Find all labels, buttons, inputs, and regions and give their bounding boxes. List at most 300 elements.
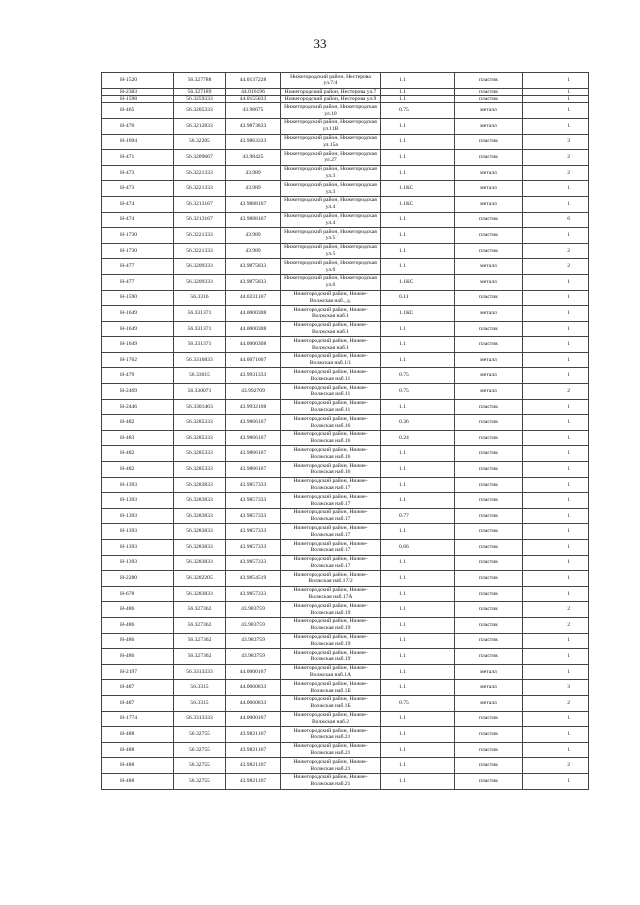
- latitude-cell: 56.3283833: [174, 508, 226, 524]
- count-cell: 1: [523, 337, 589, 353]
- volume-cell: 1.1: [381, 150, 455, 166]
- longitude-cell: 44.0155833: [226, 95, 281, 102]
- latitude-cell: 56.32205: [174, 134, 226, 150]
- count-cell: 1: [523, 290, 589, 306]
- volume-cell: 1.1: [381, 477, 455, 493]
- longitude-cell: 44.0000308: [226, 321, 281, 337]
- longitude-cell: 43.9932108: [226, 399, 281, 415]
- address-cell: Нижегородский район, Нижегородская ул.4: [281, 196, 381, 212]
- container-code: Н-1730: [102, 243, 174, 259]
- address-cell: Нижегородский район, Нижне-Волжская наб.21: [281, 742, 381, 758]
- longitude-cell: 44.0000308: [226, 337, 281, 353]
- address-cell: Нижегородский район, Нижегородская ул.3: [281, 165, 381, 181]
- latitude-cell: 56.3212833: [174, 118, 226, 134]
- address-cell: Нижегородский район, Нижне-Волжская наб.11: [281, 384, 381, 400]
- address-cell: Нижегородский район, Нижне-Волжская наб.19: [281, 617, 381, 633]
- address-cell: Нижегородский район, Нижне-Волжская наб.17: [281, 508, 381, 524]
- container-code: Н-479: [102, 368, 174, 384]
- latitude-cell: 56.3316: [174, 290, 226, 306]
- container-code: Н-486: [102, 602, 174, 618]
- table-row: [102, 415, 589, 431]
- latitude-cell: 56.3221333: [174, 181, 226, 197]
- count-cell: 1: [523, 555, 589, 571]
- count-cell: 1: [523, 321, 589, 337]
- volume-cell: 1.1: [381, 524, 455, 540]
- longitude-cell: 43.9821167: [226, 758, 281, 774]
- volume-cell: 1.1: [381, 228, 455, 244]
- table-row: [102, 368, 589, 384]
- table-row: [102, 633, 589, 649]
- table-row: [102, 617, 589, 633]
- longitude-cell: 43.9857333: [226, 555, 281, 571]
- container-code: Н-2446: [102, 399, 174, 415]
- count-cell: 1: [523, 306, 589, 322]
- container-code: Н-1393: [102, 540, 174, 556]
- volume-cell: 1.1: [381, 399, 455, 415]
- container-code: Н-2280: [102, 571, 174, 587]
- count-cell: 1: [523, 88, 589, 95]
- volume-cell: 1.1КС: [381, 306, 455, 322]
- address-cell: Нижегородский район, Нижне-Волжская наб.17/2: [281, 571, 381, 587]
- volume-cell: 1.1: [381, 664, 455, 680]
- latitude-cell: 56.331371: [174, 306, 226, 322]
- address-cell: Нижегородский район, Нижне-Волжская наб.1Б: [281, 695, 381, 711]
- count-cell: 1: [523, 118, 589, 134]
- material-cell: пластик: [455, 228, 523, 244]
- volume-cell: 1.1: [381, 212, 455, 228]
- longitude-cell: 43.983759: [226, 649, 281, 665]
- latitude-cell: 56.32755: [174, 758, 226, 774]
- container-code: Н-488: [102, 773, 174, 789]
- count-cell: 1: [523, 508, 589, 524]
- longitude-cell: 44.0071667: [226, 352, 281, 368]
- material-cell: пластик: [455, 399, 523, 415]
- table-row: [102, 649, 589, 665]
- table-row: [102, 664, 589, 680]
- material-cell: пластик: [455, 773, 523, 789]
- material-cell: металл: [455, 384, 523, 400]
- container-code: Н-488: [102, 727, 174, 743]
- address-cell: Нижегородский район, Нижегородская ул.3: [281, 181, 381, 197]
- address-cell: Нижегородский район, Нижегородская ул.4: [281, 212, 381, 228]
- volume-cell: 1.1: [381, 711, 455, 727]
- latitude-cell: 56.3209667: [174, 150, 226, 166]
- address-cell: Нижегородский район, Нижне-Волжская наб.1/1: [281, 352, 381, 368]
- volume-cell: 0.77: [381, 508, 455, 524]
- longitude-cell: 44.016196: [226, 88, 281, 95]
- container-code: Н-1649: [102, 337, 174, 353]
- count-cell: 1: [523, 399, 589, 415]
- longitude-cell: 44.0060833: [226, 695, 281, 711]
- address-cell: Нижегородский район, Нижне-Волжская наб.11: [281, 399, 381, 415]
- material-cell: пластик: [455, 758, 523, 774]
- material-cell: пластик: [455, 540, 523, 556]
- material-cell: пластик: [455, 462, 523, 478]
- container-code: Н-483: [102, 430, 174, 446]
- longitude-cell: 43.9863333: [226, 134, 281, 150]
- container-code: Н-1393: [102, 493, 174, 509]
- address-cell: Нижегородский район, Нижне-Волжская наб.17: [281, 540, 381, 556]
- longitude-cell: 43.9857333: [226, 477, 281, 493]
- longitude-cell: 43.9821167: [226, 742, 281, 758]
- latitude-cell: 56.3285333: [174, 430, 226, 446]
- material-cell: пластик: [455, 633, 523, 649]
- count-cell: 1: [523, 446, 589, 462]
- table-row: [102, 773, 589, 789]
- table-row: [102, 571, 589, 587]
- longitude-cell: 43.9854519: [226, 571, 281, 587]
- volume-cell: 0.24: [381, 430, 455, 446]
- container-code: Н-1694: [102, 134, 174, 150]
- material-cell: металл: [455, 196, 523, 212]
- container-code: Н-482: [102, 462, 174, 478]
- table-row: [102, 742, 589, 758]
- volume-cell: 1.1: [381, 602, 455, 618]
- volume-cell: 1.1: [381, 88, 455, 95]
- table-row: [102, 95, 589, 102]
- volume-cell: 0.36: [381, 415, 455, 431]
- latitude-cell: 56.3283833: [174, 540, 226, 556]
- material-cell: металл: [455, 103, 523, 119]
- longitude-cell: 43.9857333: [226, 493, 281, 509]
- count-cell: 2: [523, 243, 589, 259]
- count-cell: 1: [523, 649, 589, 665]
- material-cell: металл: [455, 118, 523, 134]
- longitude-cell: 43.98675: [226, 103, 281, 119]
- count-cell: 2: [523, 617, 589, 633]
- latitude-cell: 56.3213167: [174, 196, 226, 212]
- count-cell: 1: [523, 228, 589, 244]
- material-cell: металл: [455, 352, 523, 368]
- latitude-cell: 56.3285333: [174, 415, 226, 431]
- table-row: [102, 555, 589, 571]
- address-cell: Нижегородский район, Нижегородская ул.6: [281, 259, 381, 275]
- table-row: [102, 727, 589, 743]
- material-cell: пластик: [455, 337, 523, 353]
- container-code: Н-487: [102, 680, 174, 696]
- longitude-cell: 44.0137228: [226, 73, 281, 89]
- material-cell: металл: [455, 680, 523, 696]
- table-row: [102, 758, 589, 774]
- latitude-cell: 56.3259333: [174, 95, 226, 102]
- address-cell: Нижегородский район, Нижне-Волжская наб.1: [281, 321, 381, 337]
- address-cell: Нижегородский район, Нижне-Волжская наб.16: [281, 415, 381, 431]
- container-code: Н-1730: [102, 228, 174, 244]
- address-cell: Нижегородский район, Нижне-Волжская наб.19: [281, 633, 381, 649]
- count-cell: 1: [523, 181, 589, 197]
- count-cell: 1: [523, 633, 589, 649]
- longitude-cell: 43.983759: [226, 633, 281, 649]
- address-cell: Нижегородский район, Нижегородская ул.6: [281, 274, 381, 290]
- volume-cell: 1.1: [381, 586, 455, 602]
- material-cell: пластик: [455, 555, 523, 571]
- longitude-cell: 43.9857333: [226, 524, 281, 540]
- table-row: [102, 228, 589, 244]
- volume-cell: 1.1: [381, 165, 455, 181]
- volume-cell: 1.1КС: [381, 181, 455, 197]
- longitude-cell: 43.9888167: [226, 212, 281, 228]
- material-cell: пластик: [455, 493, 523, 509]
- count-cell: 2: [523, 602, 589, 618]
- table-row: [102, 134, 589, 150]
- table-row: [102, 680, 589, 696]
- container-code: Н-476: [102, 118, 174, 134]
- volume-cell: 1.1: [381, 462, 455, 478]
- material-cell: металл: [455, 259, 523, 275]
- latitude-cell: 56.32755: [174, 773, 226, 789]
- material-cell: пластик: [455, 95, 523, 102]
- volume-cell: 0.75: [381, 695, 455, 711]
- longitude-cell: 43.9931333: [226, 368, 281, 384]
- material-cell: пластик: [455, 243, 523, 259]
- latitude-cell: 56.3221333: [174, 228, 226, 244]
- material-cell: пластик: [455, 524, 523, 540]
- address-cell: Нижегородский район, Нижегородская ул.15а: [281, 134, 381, 150]
- longitude-cell: 43.983759: [226, 617, 281, 633]
- count-cell: 3: [523, 680, 589, 696]
- address-cell: Нижегородский район, Нижне-Волжская наб.17: [281, 493, 381, 509]
- material-cell: пластик: [455, 430, 523, 446]
- container-code: Н-482: [102, 415, 174, 431]
- container-code: Н-1774: [102, 711, 174, 727]
- longitude-cell: 43.9875833: [226, 274, 281, 290]
- table-row: [102, 321, 589, 337]
- material-cell: пластик: [455, 446, 523, 462]
- latitude-cell: 56.3316833: [174, 352, 226, 368]
- count-cell: 1: [523, 540, 589, 556]
- volume-cell: 1.1: [381, 633, 455, 649]
- address-cell: Нижегородский район, Нижне-Волжская наб.21: [281, 758, 381, 774]
- address-cell: Нижегородский район, Нижне-Волжская наб.2: [281, 711, 381, 727]
- container-code: Н-1649: [102, 321, 174, 337]
- material-cell: пластик: [455, 602, 523, 618]
- count-cell: 1: [523, 103, 589, 119]
- address-cell: Нижегородский район, Нижне-Волжская наб.21: [281, 727, 381, 743]
- count-cell: 1: [523, 477, 589, 493]
- address-cell: Нижегородский район, Нижне-Волжская наб.21: [281, 773, 381, 789]
- material-cell: пластик: [455, 321, 523, 337]
- latitude-cell: 56.3283833: [174, 493, 226, 509]
- table-row: [102, 337, 589, 353]
- longitude-cell: 43.9857333: [226, 508, 281, 524]
- table-row: [102, 243, 589, 259]
- volume-cell: 1.1: [381, 649, 455, 665]
- count-cell: 1: [523, 196, 589, 212]
- container-code: Н-471: [102, 150, 174, 166]
- count-cell: 1: [523, 462, 589, 478]
- longitude-cell: 43.9857333: [226, 586, 281, 602]
- material-cell: пластик: [455, 477, 523, 493]
- container-code: Н-1393: [102, 477, 174, 493]
- address-cell: Нижегородский район, Нижне-Волжская наб.17А: [281, 586, 381, 602]
- address-cell: Нижегородский район, Нижне-Волжская наб.19: [281, 649, 381, 665]
- material-cell: пластик: [455, 290, 523, 306]
- count-cell: 2: [523, 165, 589, 181]
- address-cell: Нижегородский район, Нижегородская ул.10: [281, 103, 381, 119]
- latitude-cell: 56.3283833: [174, 524, 226, 540]
- material-cell: пластик: [455, 134, 523, 150]
- address-cell: Нижегородский район, Нижегородская ул.11В: [281, 118, 381, 134]
- volume-cell: 1.1: [381, 773, 455, 789]
- longitude-cell: 43.992709: [226, 384, 281, 400]
- volume-cell: 1.1КС: [381, 196, 455, 212]
- material-cell: пластик: [455, 150, 523, 166]
- container-code: Н-477: [102, 259, 174, 275]
- container-code: Н-1520: [102, 73, 174, 89]
- longitude-cell: 43.9866167: [226, 446, 281, 462]
- address-cell: Нижегородский район, Нестерова ул.7/4: [281, 73, 381, 89]
- latitude-cell: 56.331371: [174, 337, 226, 353]
- address-cell: Нижегородский район, Нижне-Волжская наб.19: [281, 602, 381, 618]
- table-row: [102, 602, 589, 618]
- volume-cell: 1.1: [381, 243, 455, 259]
- address-cell: Нижегородский район, Нижне-Волжская наб.16: [281, 446, 381, 462]
- address-cell: Нижегородский район, Нижегородская ул.27: [281, 150, 381, 166]
- table-row: [102, 259, 589, 275]
- count-cell: 1: [523, 586, 589, 602]
- table-row: [102, 430, 589, 446]
- latitude-cell: 56.330071: [174, 384, 226, 400]
- table-row: [102, 306, 589, 322]
- container-code: Н-486: [102, 617, 174, 633]
- volume-cell: 1.1: [381, 446, 455, 462]
- latitude-cell: 56.3285333: [174, 462, 226, 478]
- count-cell: 1: [523, 415, 589, 431]
- latitude-cell: 56.3283833: [174, 477, 226, 493]
- volume-cell: 1.1: [381, 73, 455, 89]
- latitude-cell: 56.3285333: [174, 446, 226, 462]
- latitude-cell: 56.3213167: [174, 212, 226, 228]
- container-code: Н-486: [102, 633, 174, 649]
- container-code: Н-474: [102, 212, 174, 228]
- volume-cell: 1.1: [381, 95, 455, 102]
- material-cell: металл: [455, 368, 523, 384]
- container-code: Н-1762: [102, 352, 174, 368]
- table-row: [102, 524, 589, 540]
- latitude-cell: 56.3283833: [174, 586, 226, 602]
- latitude-cell: 56.3283833: [174, 555, 226, 571]
- longitude-cell: 44.0000308: [226, 306, 281, 322]
- container-code: Н-1598: [102, 95, 174, 102]
- latitude-cell: 56.3313333: [174, 664, 226, 680]
- count-cell: 1: [523, 430, 589, 446]
- longitude-cell: 43.9875833: [226, 259, 281, 275]
- volume-cell: 1.1: [381, 617, 455, 633]
- table-row: [102, 399, 589, 415]
- count-cell: 2: [523, 695, 589, 711]
- longitude-cell: 43.9866167: [226, 462, 281, 478]
- address-cell: Нижегородский район, Нестерова ул.7: [281, 88, 381, 95]
- container-code: Н-1590: [102, 290, 174, 306]
- material-cell: металл: [455, 306, 523, 322]
- material-cell: пластик: [455, 649, 523, 665]
- volume-cell: 0.11: [381, 290, 455, 306]
- table-row: [102, 196, 589, 212]
- address-cell: Нижегородский район, Нижне-Волжская наб.1А: [281, 664, 381, 680]
- address-cell: Нижегородский район, Нижне-Волжская наб.1Б: [281, 680, 381, 696]
- count-cell: 1: [523, 493, 589, 509]
- count-cell: 1: [523, 742, 589, 758]
- volume-cell: 0.75: [381, 368, 455, 384]
- table-row: [102, 118, 589, 134]
- table-row: [102, 711, 589, 727]
- table-row: [102, 274, 589, 290]
- latitude-cell: 56.327189: [174, 88, 226, 95]
- address-cell: Нижегородский район, Нижне-Волжская наб.16: [281, 462, 381, 478]
- container-code: Н-1393: [102, 508, 174, 524]
- count-cell: 1: [523, 368, 589, 384]
- volume-cell: 1.1: [381, 727, 455, 743]
- table-row: [102, 103, 589, 119]
- latitude-cell: 56.331371: [174, 321, 226, 337]
- latitude-cell: 56.3313333: [174, 711, 226, 727]
- address-cell: Нижегородский район, Нижне-Волжская наб.16: [281, 430, 381, 446]
- container-code: Н-2383: [102, 88, 174, 95]
- container-code: Н-2469: [102, 384, 174, 400]
- longitude-cell: 43.9866167: [226, 430, 281, 446]
- table-row: [102, 352, 589, 368]
- material-cell: металл: [455, 695, 523, 711]
- material-cell: пластик: [455, 508, 523, 524]
- address-cell: Нижегородский район, Нижегородская ул.5: [281, 228, 381, 244]
- material-cell: пластик: [455, 415, 523, 431]
- container-code: Н-473: [102, 181, 174, 197]
- latitude-cell: 56.3301463: [174, 399, 226, 415]
- table-row: [102, 73, 589, 89]
- volume-cell: 1.1: [381, 555, 455, 571]
- latitude-cell: 56.3315: [174, 695, 226, 711]
- container-code: Н-473: [102, 165, 174, 181]
- table-row: [102, 462, 589, 478]
- volume-cell: 1.1: [381, 742, 455, 758]
- table-row: [102, 88, 589, 95]
- count-cell: 1: [523, 773, 589, 789]
- table-row: [102, 508, 589, 524]
- address-cell: Нижегородский район, Нижне-Волжская наб.11: [281, 368, 381, 384]
- address-cell: Нижегородский район, Нижегородская ул.5: [281, 243, 381, 259]
- volume-cell: 0.75: [381, 103, 455, 119]
- container-code: Н-488: [102, 758, 174, 774]
- page-number: 33: [313, 36, 327, 51]
- count-cell: 1: [523, 664, 589, 680]
- material-cell: пластик: [455, 212, 523, 228]
- longitude-cell: 43.989: [226, 181, 281, 197]
- count-cell: 1: [523, 73, 589, 89]
- container-code: Н-465: [102, 103, 174, 119]
- latitude-cell: 56.3221333: [174, 165, 226, 181]
- container-code: Н-1393: [102, 524, 174, 540]
- volume-cell: 1.1КС: [381, 274, 455, 290]
- volume-cell: 0.75: [381, 384, 455, 400]
- material-cell: металл: [455, 274, 523, 290]
- container-code: Н-482: [102, 446, 174, 462]
- count-cell: 2: [523, 384, 589, 400]
- count-cell: 2: [523, 150, 589, 166]
- longitude-cell: 44.0231167: [226, 290, 281, 306]
- longitude-cell: 43.989: [226, 243, 281, 259]
- latitude-cell: 56.3282205: [174, 571, 226, 587]
- volume-cell: 1.1: [381, 352, 455, 368]
- material-cell: пластик: [455, 88, 523, 95]
- material-cell: пластик: [455, 711, 523, 727]
- material-cell: металл: [455, 664, 523, 680]
- material-cell: пластик: [455, 727, 523, 743]
- longitude-cell: 43.983759: [226, 602, 281, 618]
- volume-cell: 1.1: [381, 118, 455, 134]
- records-table: [101, 72, 589, 790]
- container-code: Н-486: [102, 649, 174, 665]
- container-code: Н-2197: [102, 664, 174, 680]
